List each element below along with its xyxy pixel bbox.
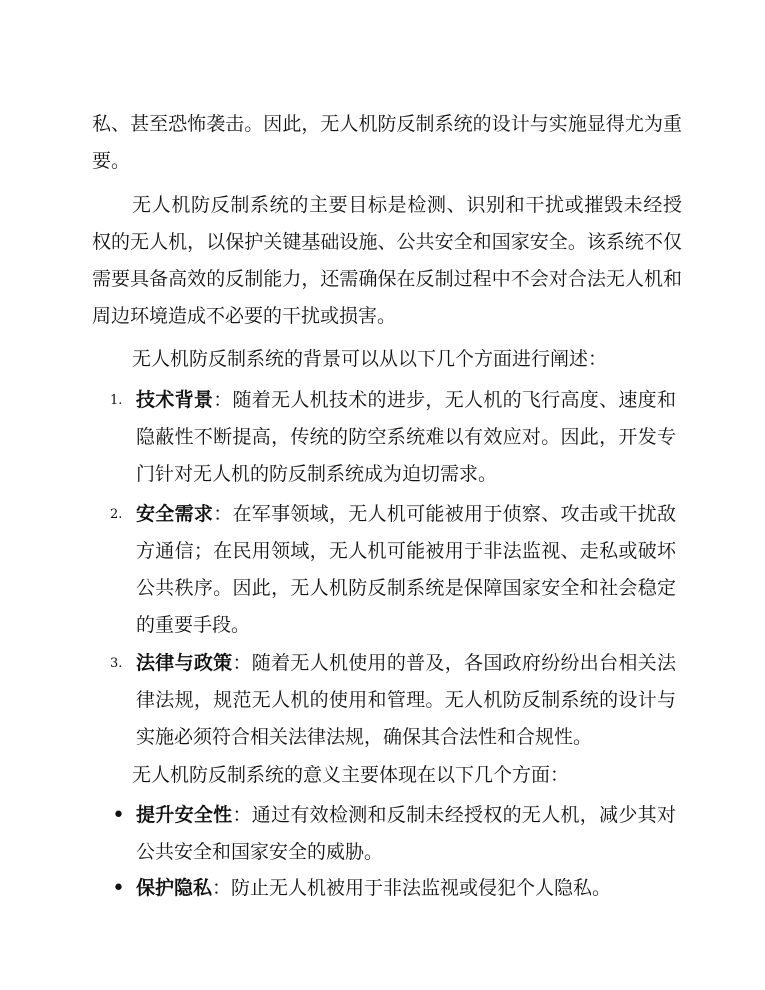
- list-item-body: [136, 797, 676, 871]
- list-item-term: 提升安全性: [136, 804, 233, 826]
- background-intro-paragraph: 无人机防反制系统的背景可以从以下几个方面进行阐述：: [132, 348, 608, 370]
- list-item-body: [136, 870, 676, 907]
- significance-list-item: [92, 797, 692, 871]
- list-item-body: [136, 645, 676, 756]
- list-item-term: 安全需求: [136, 503, 214, 525]
- significance-intro-paragraph: 无人机防反制系统的意义主要体现在以下几个方面：: [132, 764, 570, 786]
- list-item-term: 技术背景: [136, 389, 214, 411]
- significance-list-item: [92, 870, 692, 907]
- background-list-item: [92, 496, 692, 644]
- list-item-body: [136, 382, 676, 493]
- list-item-body: [136, 496, 676, 644]
- list-number: 3.: [110, 656, 123, 671]
- list-item-text: ：通过有效检测和反制未经授权的无人机，减少其对公共安全和国家安全的威胁。: [136, 804, 676, 863]
- list-number: 1.: [110, 393, 123, 408]
- list-item-text: ：随着无人机使用的普及，各国政府纷纷出台相关法律法规，规范无人机的使用和管理。无人机防反制系统的设计与实施必须符合相关法律法规，确保其合法性和合规性。: [136, 652, 676, 748]
- background-list-item: [92, 382, 692, 493]
- list-item-text: ：在军事领域，无人机可能被用于侦察、攻击或干扰敌方通信；在民用领域，无人机可能被用于非法监视、走私或破坏公共秩序。因此，无人机防反制系统是保障国家安全和社会稳定的重要手段。: [136, 503, 676, 636]
- list-item-term: 保护隐私: [136, 877, 213, 899]
- list-number: 2.: [110, 507, 123, 522]
- list-item-text: ：防止无人机被用于非法监视或侵犯个人隐私。: [212, 877, 612, 899]
- bullet-marker: •: [112, 803, 125, 828]
- bullet-marker: •: [112, 876, 125, 901]
- goal-paragraph: 无人机防反制系统的主要目标是检测、识别和干扰或摧毁未经授权的无人机，以保护关键基础设施、公共安全和国家安全。该系统不仅需要具备高效的反制能力，还需确保在反制过程中不会对合法无人机和周边环境造成不必要的干扰或损害。: [92, 194, 682, 327]
- background-list-item: [92, 645, 692, 756]
- list-item-term: 法律与政策: [136, 652, 233, 674]
- continuation-paragraph: 私、甚至恐怖袭击。因此，无人机防反制系统的设计与实施显得尤为重要。: [92, 113, 682, 172]
- list-item-text: ：随着无人机技术的进步，无人机的飞行高度、速度和隐蔽性不断提高，传统的防空系统难以有效应对。因此，开发专门针对无人机的防反制系统成为迫切需求。: [136, 389, 676, 485]
